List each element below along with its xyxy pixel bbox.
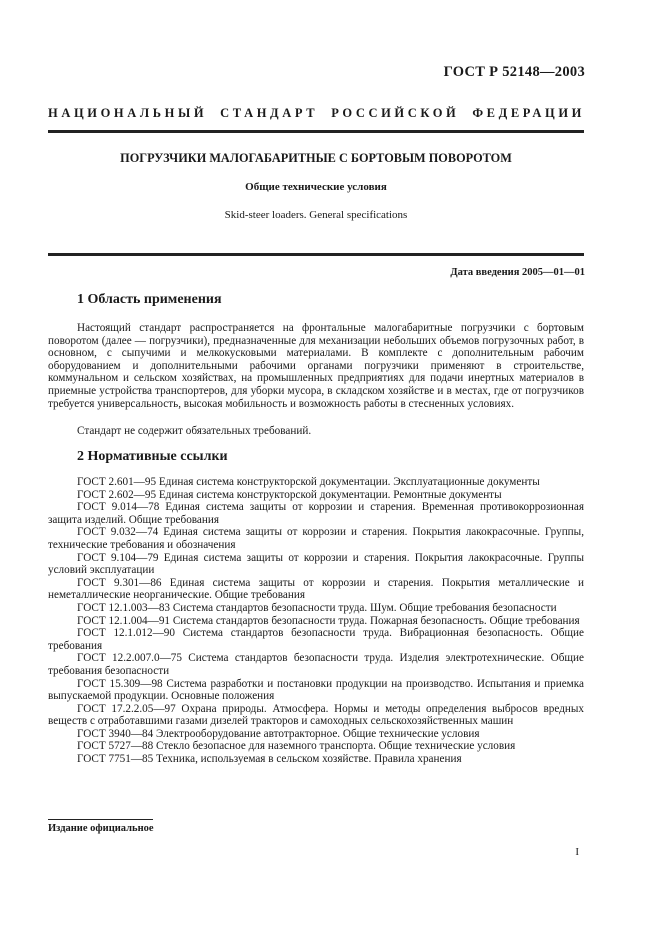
page-number: I [575,846,579,858]
document-code: ГОСТ Р 52148—2003 [443,64,585,80]
reference-item: ГОСТ 12.2.007.0—75 Система стандартов безопасности труда. Изделия электротехнические. Общие требования безопасности [48,652,584,677]
title-divider [48,253,584,256]
reference-item: ГОСТ 9.032—74 Единая система защиты от коррозии и старения. Покрытия лакокрасочные. Группы, технические требования и обозначения [48,526,584,551]
reference-item: ГОСТ 7751—85 Техника, используемая в сельском хозяйстве. Правила хранения [77,753,462,766]
reference-item: ГОСТ 17.2.2.05—97 Охрана природы. Атмосфера. Нормы и методы определения выбросов вредных веществ с отработавшими газами дизелей тракторов и самоходных сельскохозяйственных машин [48,702,584,728]
section-heading-scope: 1 Область применения [77,292,222,307]
reference-item: ГОСТ 15.309—98 Система разработки и постановки продукции на производство. Испытания и приемка выпускаемой продукции. Основные положения [48,677,584,703]
document-title: ПОГРУЗЧИКИ МАЛОГАБАРИТНЫЕ С БОРТОВЫМ ПОВОРОТОМ [120,151,512,165]
national-standard-banner: НАЦИОНАЛЬНЫЙ СТАНДАРТ РОССИЙСКОЙ ФЕДЕРАЦИИ [48,106,585,120]
reference-item: ГОСТ 9.301—86 Единая система защиты от коррозии и старения. Покрытия металлические и неметаллические неорганические. Общие требования [48,576,584,602]
reference-item: ГОСТ 12.1.004—91 Система стандартов безопасности труда. Пожарная безопасность. Общие требования [77,614,580,627]
reference-item: ГОСТ 2.601—95 Единая система конструкторской документации. Эксплуатационные документы [77,476,540,488]
edition-note: Издание официальное [48,823,154,834]
reference-item: ГОСТ 9.014—78 Единая система защиты от коррозии и старения. Временная противокоррозионная защита изделий. Общие требования [48,501,584,526]
header-divider [48,130,584,133]
reference-item: ГОСТ 2.602—95 Единая система конструкторской документации. Ремонтные документы [77,488,502,501]
reference-item: ГОСТ 5727—88 Стекло безопасное для наземного транспорта. Общие технические условия [77,740,516,753]
section-heading-references: 2 Нормативные ссылки [77,449,228,464]
reference-item: ГОСТ 3940—84 Электрооборудование автотракторное. Общие технические условия [77,727,480,740]
scope-paragraph: Настоящий стандарт распространяется на фронтальные малогабаритные погрузчики с бортовым поворотом (далее — погрузчики), предназначенные для механизации небольших объемов погрузочных работ, в основном, с сыпучими и мелкокусковыми материалами. В комплекте с дополнительным рабочим оборудованием и дополнительными рабочими органами погрузчики применяют в строительстве, коммунальном и сельском хозяйствах, на промышленных предприятиях для подачи инертных материалов в приемные устройства транспортеров, для уборки мусора, в складском хозяйстве и в местах, где от погрузчиков требуется универсальность, высокая мобильность и возможность работы в стесненных условиях. [48,322,584,410]
document-subtitle: Общие технические условия [245,181,387,193]
reference-item: ГОСТ 12.1.012—90 Система стандартов безопасности труда. Вибрационная безопасность. Общие требования [48,627,584,652]
reference-item: ГОСТ 12.1.003—83 Система стандартов безопасности труда. Шум. Общие требования безопасности [77,601,557,614]
footer-divider [48,819,153,820]
scope-note-paragraph: Стандарт не содержит обязательных требований. [77,425,312,437]
introduction-date: Дата введения 2005—01—01 [450,267,585,278]
normative-references-list [48,476,584,766]
reference-item: ГОСТ 9.104—79 Единая система защиты от коррозии и старения. Покрытия лакокрасочные. Группы условий эксплуатации [48,551,584,577]
english-title: Skid-steer loaders. General specifications [224,209,408,221]
